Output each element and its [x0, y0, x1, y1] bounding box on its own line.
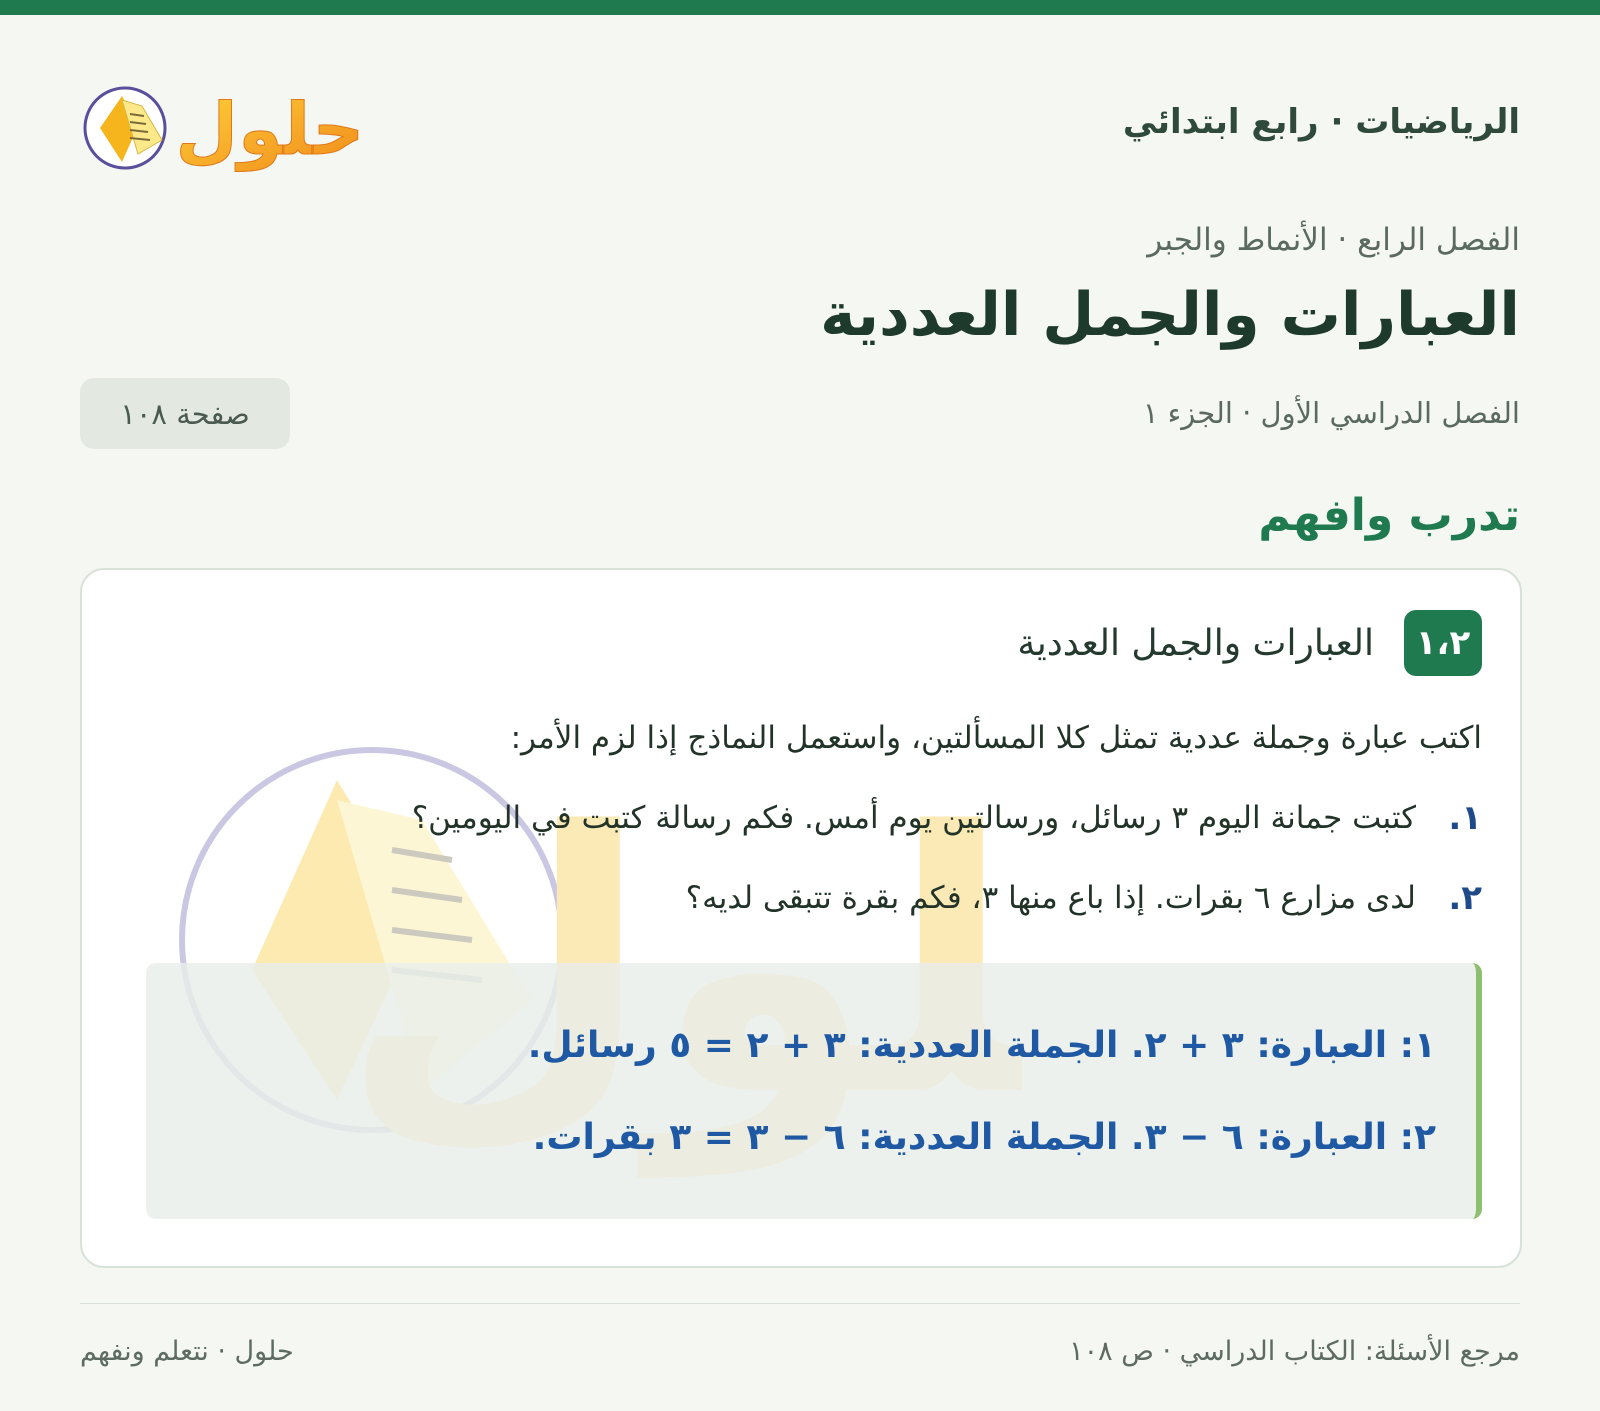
question-text: لدى مزارع ٦ بقرات. إذا باع منها ٣، فكم بقرة تتبقى لديه؟ — [685, 880, 1416, 916]
page-title: العبارات والجمل العددية — [820, 280, 1520, 350]
logo-text: حلول — [175, 87, 365, 171]
question-number: ٢. — [1448, 878, 1482, 918]
lesson-header — [1017, 610, 1482, 676]
hulul-logo[interactable] — [80, 66, 370, 176]
answer-line: ١: العبارة: ٣ + ٢. الجملة العددية: ٣ + ٢ = ٥ رسائل. — [527, 1025, 1436, 1066]
header — [80, 60, 1520, 190]
term-label: الفصل الدراسي الأول · الجزء ١ — [1142, 396, 1520, 430]
answer-box — [146, 963, 1482, 1219]
footer-reference: مرجع الأسئلة: الكتاب الدراسي · ص ١٠٨ — [1069, 1336, 1520, 1367]
question-number: ١. — [1448, 798, 1482, 838]
lesson-title: العبارات والجمل العددية — [1017, 622, 1374, 664]
question-item — [412, 798, 1482, 838]
footer-brand: حلول · نتعلم ونفهم — [80, 1336, 294, 1367]
answer-line: ٢: العبارة: ٦ − ٣. الجملة العددية: ٦ − ٣ = ٣ بقرات. — [532, 1117, 1436, 1158]
footer-divider — [80, 1303, 1520, 1304]
question-item — [686, 878, 1482, 918]
exercise-card — [80, 568, 1522, 1268]
instructions-text: اكتب عبارة وجملة عددية تمثل كلا المسألتين، واستعمل النماذج إذا لزم الأمر: — [510, 720, 1482, 756]
section-heading: تدرب وافهم — [1258, 490, 1520, 541]
chapter-label: الفصل الرابع · الأنماط والجبر — [1147, 222, 1520, 258]
question-text: كتبت جمانة اليوم ٣ رسائل، ورسالتين يوم أمس. فكم رسالة كتبت في اليومين؟ — [411, 800, 1416, 836]
page-number-badge: صفحة ١٠٨ — [80, 378, 290, 449]
lesson-number-badge: ١،٢ — [1404, 610, 1482, 676]
top-accent-bar — [0, 0, 1600, 15]
subject-grade: الرياضيات · رابع ابتدائي — [1122, 102, 1520, 142]
